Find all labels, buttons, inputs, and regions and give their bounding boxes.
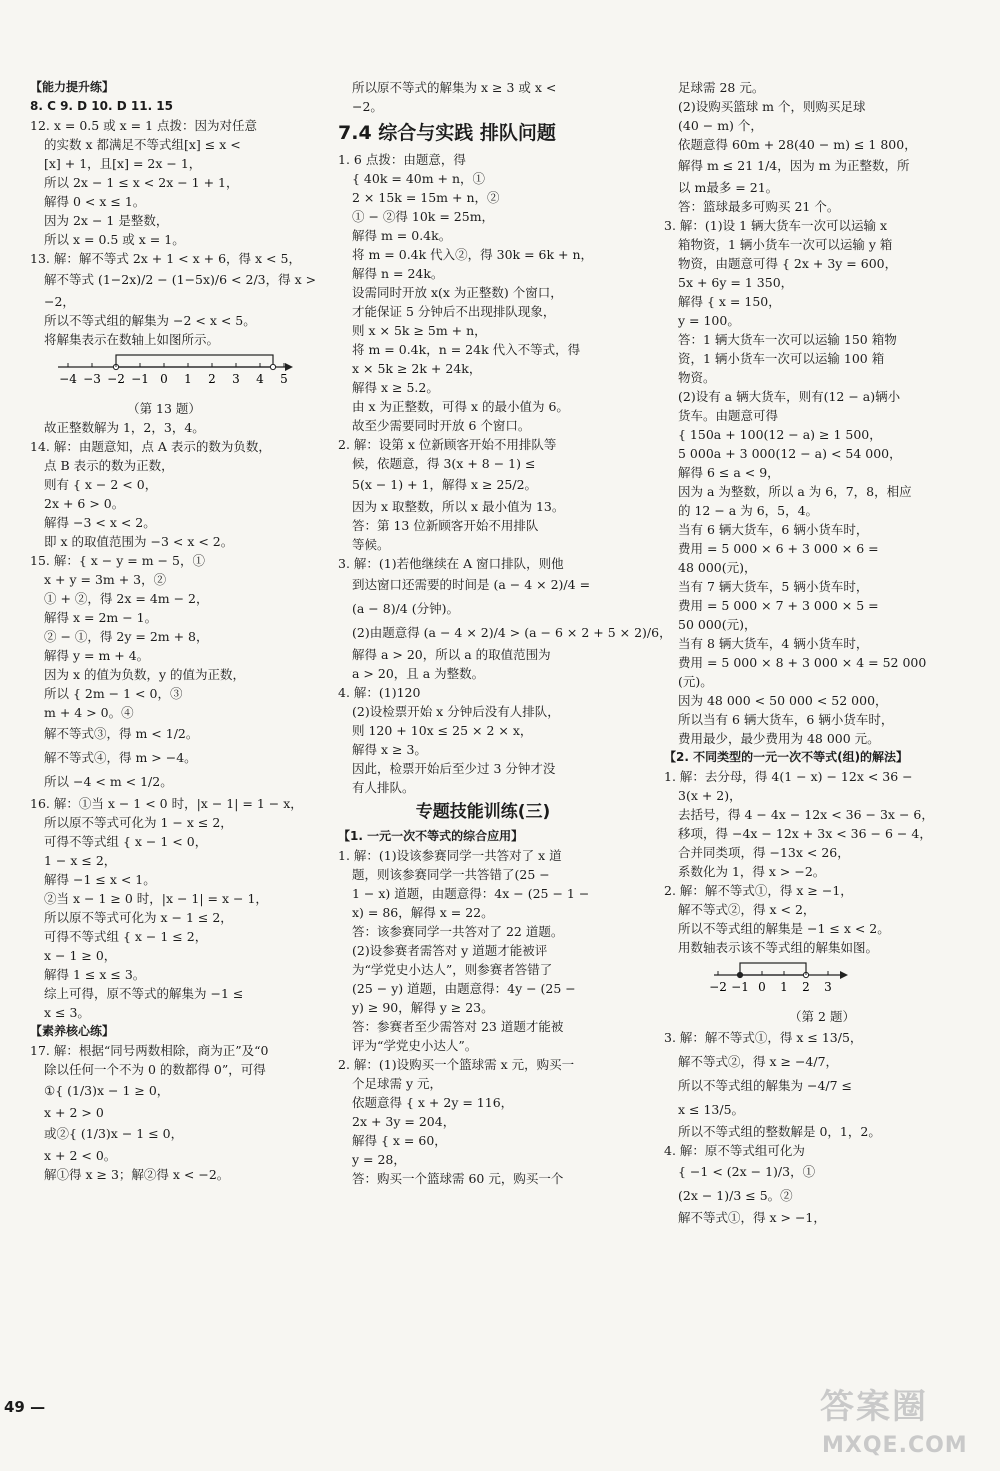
text-line: 解得 x = 2m − 1。: [44, 610, 158, 625]
text-line: 题，则该参赛同学一共答错了(25 −: [352, 867, 550, 882]
text-line: 2 × 15k = 15m + n，②: [352, 190, 500, 205]
text-line: x − 1 ≥ 0，: [44, 948, 117, 963]
open-circle-right: [270, 364, 275, 369]
tick-label: 5: [280, 372, 288, 386]
text-line: x + 2 > 0: [44, 1105, 104, 1120]
text-line: x) = 86，解得 x = 22。: [352, 905, 494, 920]
text-line: 因为 48 000 < 50 000 < 52 000，: [678, 693, 888, 708]
text-line: 解不等式 (1−2x)/2 − (1−5x)/6 < 2/3，得 x >: [44, 272, 317, 287]
text-line: 答：购买一个篮球需 60 元，购买一个: [352, 1171, 564, 1186]
axis-arrow: [840, 971, 848, 979]
tick-label: 1: [184, 372, 192, 386]
text-line: 因为 x 的值为负数，y 的值为正数，: [44, 667, 246, 682]
text-line: −2，: [44, 294, 75, 309]
text-line: 因为 x 取整数，所以 x 最小值为 13。: [352, 499, 565, 514]
text-line: (25 − y) 道题，由题意得：4y − (25 −: [352, 981, 576, 996]
solution-interval: [740, 963, 806, 975]
watermark-logo: 答案圈: [820, 1387, 928, 1427]
text-line: 则 120 + 10x ≤ 25 × 2 × x，: [352, 723, 533, 738]
text-line: x × 5k ≥ 2k + 24k，: [352, 361, 482, 376]
text-line: 所以不等式组的解集为 −4/7 ≤: [678, 1078, 853, 1093]
text-line: 解得 6 ≤ a < 9，: [678, 465, 780, 480]
axis-arrow: [285, 363, 293, 371]
text-line: 2. 解：解不等式①，得 x ≥ −1，: [664, 883, 853, 898]
text-line: 解不等式②，得 x < 2，: [678, 902, 816, 917]
text-line: (2)设检票开始 x 分钟后没有人排队，: [352, 704, 560, 719]
text-line: 物资，由题意可得 { 2x + 3y = 600，: [678, 256, 898, 271]
text-line: 13. 解：解不等式 2x + 1 < x + 6，得 x < 5，: [30, 251, 301, 266]
text-line: 答：篮球最多可购买 21 个。: [678, 199, 840, 214]
text-line: 解得 1 ≤ x ≤ 3。: [44, 967, 146, 982]
tick-label: 1: [780, 980, 788, 994]
text-line: 因为 2x − 1 是整数，: [44, 213, 169, 228]
text-line: 所以 x = 0.5 或 x = 1。: [44, 232, 185, 247]
text-line: 解得 m = 0.4k。: [352, 228, 452, 243]
text-line: 所以 2x − 1 ≤ x < 2x − 1 + 1，: [44, 175, 239, 190]
text-line: 由 x 为正整数，可得 x 的最小值为 6。: [352, 399, 569, 414]
text-line: (2)设购买篮球 m 个，则购买足球: [678, 99, 866, 114]
text-line: 将 m = 0.4k，n = 24k 代入不等式，得: [352, 342, 581, 357]
text-line: 货车。由题意可得: [678, 408, 779, 423]
number-line-2-caption: （第 2 题）: [789, 1009, 855, 1024]
text-line: ② − ①，得 2y = 2m + 8，: [44, 629, 209, 644]
text-line: 为“学党史小达人”，则参赛者答错了: [352, 962, 553, 977]
text-line: 所以原不等式可化为 x − 1 ≤ 2，: [44, 910, 233, 925]
text-line: 【1. 一元一次不等式的综合应用】: [338, 829, 524, 843]
text-line: 解得 −1 ≤ x < 1。: [44, 872, 156, 887]
text-line: 个足球需 y 元，: [352, 1076, 443, 1091]
text-line: 资，1 辆小货车一次可以运输 100 箱: [678, 351, 885, 366]
column-left-top: [30, 78, 317, 349]
text-line: 1. 解：去分母，得 4(1 − x) − 12x < 36 −: [664, 769, 913, 784]
text-line: { −1 < (2x − 1)/3，①: [678, 1164, 816, 1179]
text-line: x + y = 3m + 3，②: [44, 572, 167, 587]
text-line: 综上可得，原不等式的解集为 −1 ≤: [44, 986, 244, 1001]
text-line: 即 x 的取值范围为 −3 < x < 2。: [44, 534, 234, 549]
text-line: 解①得 x ≥ 3；解②得 x < −2。: [44, 1167, 230, 1182]
column-right-top: [664, 78, 980, 957]
tick-label: −2: [107, 372, 125, 386]
text-line: 当有 8 辆大货车，4 辆小货车时，: [678, 636, 869, 651]
text-line: 50 000(元)，: [678, 617, 757, 632]
text-line: 答：参赛者至少需答对 23 道题才能被: [352, 1019, 564, 1034]
text-line: 1 − x ≤ 2，: [44, 853, 117, 868]
text-line: ①{ (1/3)x − 1 ≥ 0，: [44, 1083, 170, 1098]
text-line: 15. 解：{ x − y = m − 5，①: [30, 553, 205, 568]
text-line: 费用最少，最少费用为 48 000 元。: [678, 731, 880, 746]
text-line: 答：1 辆大货车一次可以运输 150 箱物: [678, 332, 897, 347]
text-line: 3. 解：解不等式①，得 x ≤ 13/5，: [664, 1030, 863, 1045]
text-line: 依题意得 { x + 2y = 116，: [352, 1095, 514, 1110]
text-line: 所以 −4 < m < 1/2。: [44, 774, 173, 789]
text-line: 所以不等式组的整数解是 0，1，2。: [678, 1124, 881, 1139]
text-line: (2)由题意得 (a − 4 × 2)/4 > (a − 6 × 2 + 5 × 2)/6，: [352, 625, 672, 640]
number-line-13-svg: [30, 349, 298, 399]
text-line: 故至少需要同时开放 6 个窗口。: [352, 418, 531, 433]
text-line: { 40k = 40m + n，①: [352, 171, 486, 186]
column-middle: [338, 78, 672, 1188]
text-line: 解得 { x = 150，: [678, 294, 781, 309]
text-line: (40 − m) 个，: [678, 118, 763, 133]
text-line: 除以任何一个不为 0 的数都得 0”，可得: [44, 1062, 266, 1077]
text-line: 系数化为 1，得 x > −2。: [678, 864, 826, 879]
text-line: 解不等式④，得 m > −4。: [44, 750, 197, 765]
text-line: 费用 = 5 000 × 7 + 3 000 × 5 =: [678, 598, 879, 613]
text-line: a > 20，且 a 为整数。: [352, 666, 485, 681]
text-line: 可得不等式组 { x − 1 < 0，: [44, 834, 208, 849]
text-line: 依题意得 60m + 28(40 − m) ≤ 1 800，: [678, 137, 917, 152]
text-line: 4. 解：原不等式组可化为: [664, 1143, 805, 1158]
text-line: 【能力提升练】: [30, 80, 115, 94]
tick-label: 0: [160, 372, 168, 386]
text-line: 移项，得 −4x − 12x + 3x < 36 − 6 − 4，: [678, 826, 932, 841]
text-line: 才能保证 5 分钟后不出现排队现象，: [352, 304, 556, 319]
text-line: 因为 a 为整数，所以 a 为 6，7，8，相应: [678, 484, 912, 499]
text-line: 16. 解：①当 x − 1 < 0 时，|x − 1| = 1 − x，: [30, 796, 303, 811]
text-line: 2x + 6 > 0。: [44, 496, 125, 511]
text-line: 【2. 不同类型的一元一次不等式(组)的解法】: [664, 750, 909, 764]
column-right: [664, 78, 980, 1227]
text-line: 答：第 13 位新顾客开始不用排队: [352, 518, 539, 533]
text-line: 2. 解：设第 x 位新顾客开始不用排队等: [338, 437, 557, 452]
text-line: 17. 解：根据“同号两数相除，商为正”及“0: [30, 1043, 269, 1058]
text-line: 解得 x ≥ 5.2。: [352, 380, 439, 395]
text-line: 物资。: [678, 370, 716, 385]
text-line: 所以当有 6 辆大货车，6 辆小货车时，: [678, 712, 894, 727]
text-line: 【素养核心练】: [30, 1024, 115, 1038]
text-line: y = 100。: [678, 313, 740, 328]
text-line: 因此，检票开始后至少过 3 分钟才没: [352, 761, 556, 776]
tick-label: −1: [731, 980, 749, 994]
text-line: 所以原不等式的解集为 x ≥ 3 或 x <: [352, 80, 557, 95]
text-line: 1. 6 点拨：由题意，得: [338, 152, 466, 167]
column-left-bottom: [30, 418, 303, 1184]
text-line: 费用 = 5 000 × 8 + 3 000 × 4 = 52 000: [678, 655, 927, 670]
text-line: y) ≥ 90，解得 y ≥ 23。: [352, 1000, 494, 1015]
text-line: 解不等式①，得 x > −1，: [678, 1210, 826, 1225]
column-middle-pre: [338, 78, 628, 116]
number-line-13-caption: （第 13 题）: [127, 401, 201, 416]
text-line: 8. C 9. D 10. D 11. 15: [30, 99, 174, 113]
text-line: 5x + 6y = 1 350，: [678, 275, 794, 290]
text-line: 点 B 表示的数为正数，: [44, 458, 174, 473]
text-line: (2)设参赛者需答对 y 道题才能被评: [352, 943, 548, 958]
text-line: 解得 a > 20，所以 a 的取值范围为: [352, 647, 551, 662]
text-line: [x] + 1，且[x] = 2x − 1，: [44, 156, 202, 171]
text-line: 设需同时开放 x(x 为正整数) 个窗口，: [352, 285, 563, 300]
text-line: 有人排队。: [352, 780, 415, 795]
watermark-url: MXQE.COM: [822, 1433, 968, 1458]
text-line: y = 28，: [352, 1152, 406, 1167]
text-line: 合并同类项，得 −13x < 26，: [678, 845, 850, 860]
text-line: 3(x + 2)，: [678, 788, 742, 803]
tick-label: 2: [208, 372, 216, 386]
text-line: (2x − 1)/3 ≤ 5。②: [678, 1188, 793, 1203]
text-line: 所以 { 2m − 1 < 0，③: [44, 686, 183, 701]
text-line: 将 m = 0.4k 代入②，得 30k = 6k + n，: [352, 247, 594, 262]
text-line: 解得 −3 < x < 2。: [44, 515, 156, 530]
text-line: ① + ②，得 2x = 4m − 2，: [44, 591, 209, 606]
text-line: 5(x − 1) + 1，解得 x ≥ 25/2。: [352, 477, 538, 492]
tick-label: −4: [59, 372, 77, 386]
text-line: 解得 m ≤ 21 1/4，因为 m 为正整数，所: [678, 158, 910, 173]
page-number: 49 —: [4, 1398, 46, 1416]
number-line-2-svg: [664, 957, 980, 1007]
tick-label: −2: [709, 980, 727, 994]
text-line: { 150a + 100(12 − a) ≥ 1 500，: [678, 427, 882, 442]
text-line: 解得 x ≥ 3。: [352, 742, 427, 757]
text-line: 或②{ (1/3)x − 1 ≤ 0，: [44, 1126, 184, 1141]
text-line: 解得 y = m + 4。: [44, 648, 150, 663]
text-line: 所以不等式组的解集是 −1 ≤ x < 2。: [678, 921, 890, 936]
text-line: 解得 0 < x ≤ 1。: [44, 194, 146, 209]
text-line: 可得不等式组 { x − 1 ≤ 2，: [44, 929, 208, 944]
text-line: x ≤ 13/5。: [678, 1102, 745, 1117]
text-line: 1. 解：(1)设该参赛同学一共答对了 x 道: [338, 848, 562, 863]
text-line: 评为“学党史小达人”。: [352, 1038, 478, 1053]
text-line: 用数轴表示该不等式组的解集如图。: [678, 940, 879, 955]
tick-label: 0: [758, 980, 766, 994]
text-line: 4. 解：(1)120: [338, 685, 421, 700]
text-line: 故正整数解为 1，2，3，4。: [44, 420, 205, 435]
text-line: 当有 7 辆大货车，5 辆小货车时，: [678, 579, 869, 594]
text-line: 14. 解：由题意知，点 A 表示的数为负数，: [30, 439, 271, 454]
text-line: 2x + 3y = 204，: [352, 1114, 456, 1129]
column-middle-top: [338, 150, 672, 797]
text-line: 费用 = 5 000 × 6 + 3 000 × 6 =: [678, 541, 879, 556]
text-line: x + 2 < 0。: [44, 1148, 117, 1163]
text-line: 候，依题意，得 3(x + 8 − 1) ≤: [352, 456, 536, 471]
column-middle-bottom: [338, 827, 628, 1188]
number-line-2: [664, 957, 980, 1007]
tick-label: 2: [802, 980, 810, 994]
text-line: 去括号，得 4 − 4x − 12x < 36 − 3x − 6，: [678, 807, 934, 822]
text-line: m + 4 > 0。④: [44, 705, 134, 720]
text-line: 5 000a + 3 000(12 − a) < 54 000，: [678, 446, 902, 461]
text-line: 则有 { x − 2 < 0，: [44, 477, 158, 492]
text-line: 解得 { x = 60，: [352, 1133, 447, 1148]
tick-label: −1: [131, 372, 149, 386]
text-line: 的实数 x 都满足不等式组[x] ≤ x <: [44, 137, 241, 152]
text-line: −2。: [352, 99, 383, 114]
text-line: 解得 n = 24k。: [352, 266, 444, 281]
tick-label: 4: [256, 372, 264, 386]
text-line: 以 m最多 = 21。: [678, 180, 779, 195]
text-line: 12. x = 0.5 或 x = 1 点拨：因为对任意: [30, 118, 258, 133]
text-line: 到达窗口还需要的时间是 (a − 4 × 2)/4 =: [352, 577, 591, 592]
text-line: ① − ②得 10k = 25m，: [352, 209, 495, 224]
tick-label: 3: [232, 372, 240, 386]
text-line: 所以原不等式可化为 1 − x ≤ 2，: [44, 815, 233, 830]
text-line: 等候。: [352, 537, 390, 552]
text-line: 答：该参赛同学一共答对了 22 道题。: [352, 924, 564, 939]
text-line: (元)。: [678, 674, 713, 689]
tick-label: 3: [824, 980, 832, 994]
text-line: 当有 6 辆大货车，6 辆小货车时，: [678, 522, 869, 537]
text-line: 足球需 28 元。: [678, 80, 765, 95]
text-line: 的 12 − a 为 6，5，4。: [678, 503, 819, 518]
text-line: (2)设有 a 辆大货车，则有(12 − a)辆小: [678, 389, 901, 404]
text-line: 1 − x) 道题，由题意得：4x − (25 − 1 −: [352, 886, 590, 901]
text-line: 则 x × 5k ≥ 5m + n，: [352, 323, 487, 338]
text-line: 将解集表示在数轴上如图所示。: [44, 332, 220, 347]
tick-label: −3: [83, 372, 101, 386]
text-line: (a − 8)/4 (分钟)。: [352, 601, 459, 616]
section-heading-special-training: 专题技能训练(三): [415, 802, 551, 822]
text-line: 解不等式③，得 m < 1/2。: [44, 726, 199, 741]
text-line: 2. 解：(1)设购买一个篮球需 x 元，购买一: [338, 1057, 575, 1072]
text-line: 箱物资，1 辆小货车一次可以运输 y 箱: [678, 237, 893, 252]
text-line: 3. 解：(1)若他继续在 A 窗口排队，则他: [338, 556, 564, 571]
text-line: 解不等式②，得 x ≥ −4/7，: [678, 1054, 839, 1069]
text-line: 48 000(元)，: [678, 560, 757, 575]
column-right-bottom: [664, 1026, 980, 1227]
number-line-13: [30, 349, 298, 399]
section-heading-7-4: 7.4 综合与实践 排队问题: [338, 122, 556, 144]
text-line: x ≤ 3。: [44, 1005, 90, 1020]
column-left: [30, 78, 317, 1184]
text-line: 所以不等式组的解集为 −2 < x < 5。: [44, 313, 256, 328]
text-line: ②当 x − 1 ≥ 0 时，|x − 1| = x − 1，: [44, 891, 268, 906]
text-line: 3. 解：(1)设 1 辆大货车一次可以运输 x: [664, 218, 888, 233]
